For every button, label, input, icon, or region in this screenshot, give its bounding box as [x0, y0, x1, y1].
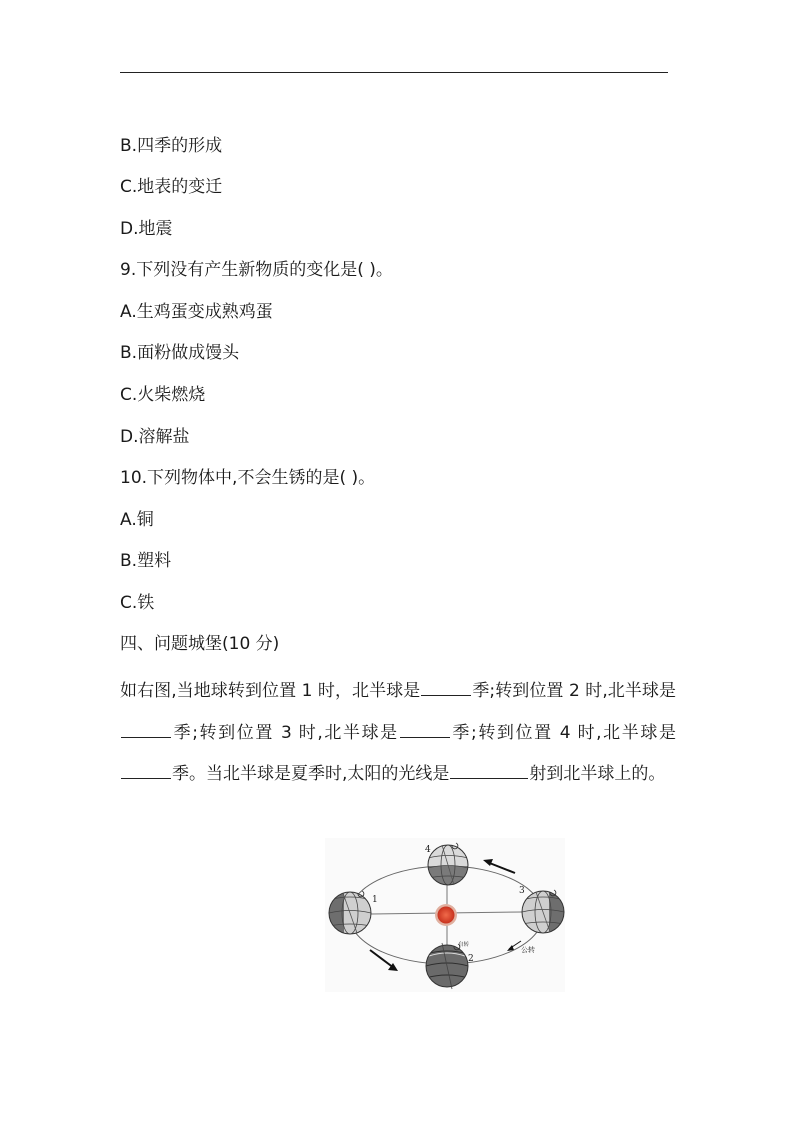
q9-option-d: D.溶解盐 — [120, 427, 190, 447]
q9-option-c: C.火柴燃烧 — [120, 385, 206, 405]
fill-text-5: 季。当北半球是夏季时,太阳的光线是 — [172, 764, 450, 784]
rotation-label: 自转 — [458, 942, 470, 948]
answer-blank-3[interactable] — [400, 720, 450, 738]
q8-option-b: B.四季的形成 — [120, 136, 223, 156]
fill-text-1: 如右图,当地球转到位置 1 时，北半球是 — [120, 681, 421, 701]
answer-blank-5[interactable] — [450, 761, 528, 779]
q10-option-a: A.铜 — [120, 510, 154, 530]
position-3-label: 3 — [519, 886, 525, 896]
revolution-label: 公转 — [521, 946, 535, 954]
sun-icon — [435, 904, 457, 926]
header-rule — [120, 72, 668, 73]
fill-text-3: 季;转到位置 3 时,北半球是 — [172, 722, 399, 743]
position-4-label: 4 — [425, 845, 431, 855]
fill-text-6: 射到北半球上的。 — [529, 764, 666, 784]
fill-text-4: 季;转到位置 4 时,北半球是 — [450, 722, 676, 743]
q8-option-c: C.地表的变迁 — [120, 177, 223, 197]
answer-blank-1[interactable] — [421, 678, 471, 696]
fill-in-paragraph — [120, 671, 676, 796]
q9-question: 9.下列没有产生新物质的变化是( )。 — [120, 260, 393, 280]
q10-question: 10.下列物体中,不会生锈的是( )。 — [120, 468, 376, 488]
position-1-label: 1 — [372, 895, 378, 905]
answer-blank-4[interactable] — [121, 761, 171, 779]
position-2-label: 2 — [468, 954, 474, 964]
earth-orbit-diagram — [325, 838, 565, 992]
section-heading: 四、问题城堡(10 分) — [120, 634, 280, 654]
q9-option-a: A.生鸡蛋变成熟鸡蛋 — [120, 302, 273, 322]
fill-text-2: 季;转到位置 2 时,北半球是 — [472, 681, 676, 701]
q9-option-b: B.面粉做成馒头 — [120, 343, 240, 363]
q10-option-c: C.铁 — [120, 593, 155, 613]
q10-option-b: B.塑料 — [120, 551, 172, 571]
q8-option-d: D.地震 — [120, 219, 173, 239]
answer-blank-2[interactable] — [121, 720, 171, 738]
